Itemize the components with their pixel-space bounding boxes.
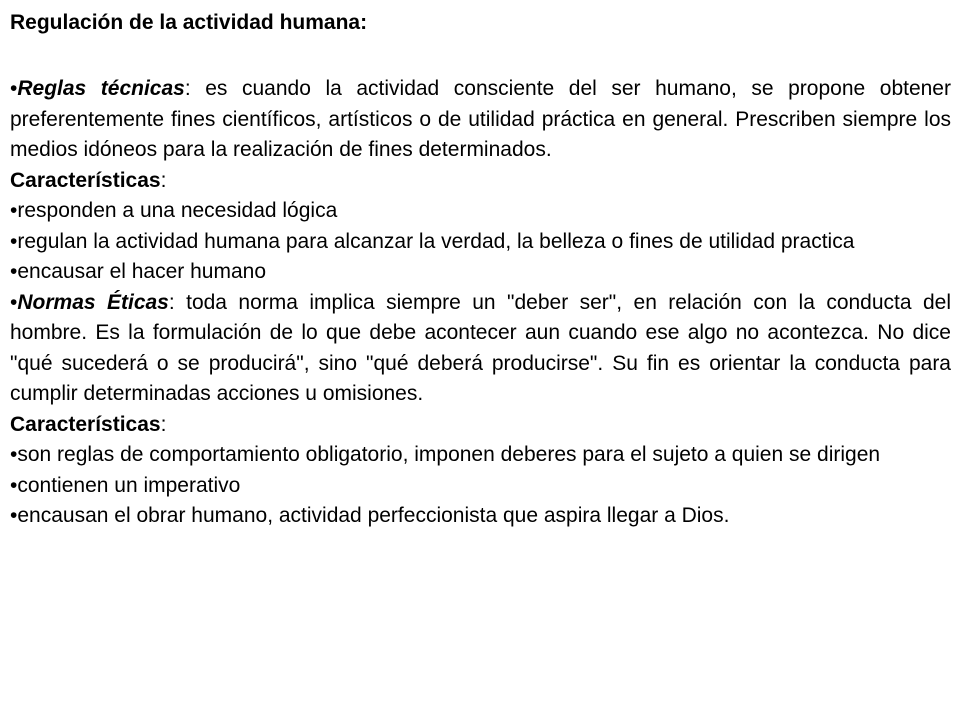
list-item: •encausar el hacer humano	[10, 260, 267, 283]
page-title: Regulación de la actividad humana:	[10, 11, 368, 34]
normas-eticas-definition: : toda norma implica siempre un "deber ser", en relación con la conducta del hombre. Es la formulación de lo que debe acontecer aun cuando ese algo no acontezca. No dice "qué sucederá o se producirá", sino "qué deberá producirse". Su fin es orientar la conducta para cumplir determinadas acciones u omisiones.	[10, 290, 951, 405]
caracteristicas-heading-2	[10, 410, 951, 441]
slide-body	[10, 74, 951, 532]
list-item: •contienen un imperativo	[10, 473, 241, 497]
colon: :	[160, 412, 167, 436]
colon: :	[160, 168, 167, 192]
caracteristicas-label: Características	[10, 412, 161, 436]
list-item: •encausan el obrar humano, actividad perfeccionista que aspira llegar a Dios.	[10, 504, 730, 527]
caracteristicas-label: Características	[10, 168, 161, 192]
reglas-tecnicas-paragraph	[10, 74, 951, 166]
bullet: •	[10, 290, 18, 314]
normas-eticas-paragraph	[10, 288, 951, 410]
reglas-tecnicas-definition: : es cuando la actividad consciente del ser humano, se propone obtener preferentemente fines científicos, artísticos o de utilidad práctica en general. Prescriben siempre los medios idóneos para la realización de fines determinados.	[10, 77, 951, 161]
list-item: •son reglas de comportamiento obligatorio, imponen deberes para el sujeto a quien se dirigen	[10, 443, 881, 466]
caracteristicas-heading-1	[10, 166, 951, 197]
normas-eticas-term: Normas Éticas	[17, 290, 169, 314]
list-item: •regulan la actividad humana para alcanzar la verdad, la belleza o fines de utilidad practica	[10, 229, 855, 253]
bullet: •	[10, 77, 18, 100]
list-item: •responden a una necesidad lógica	[10, 199, 338, 222]
reglas-tecnicas-term: Reglas técnicas	[17, 77, 185, 100]
